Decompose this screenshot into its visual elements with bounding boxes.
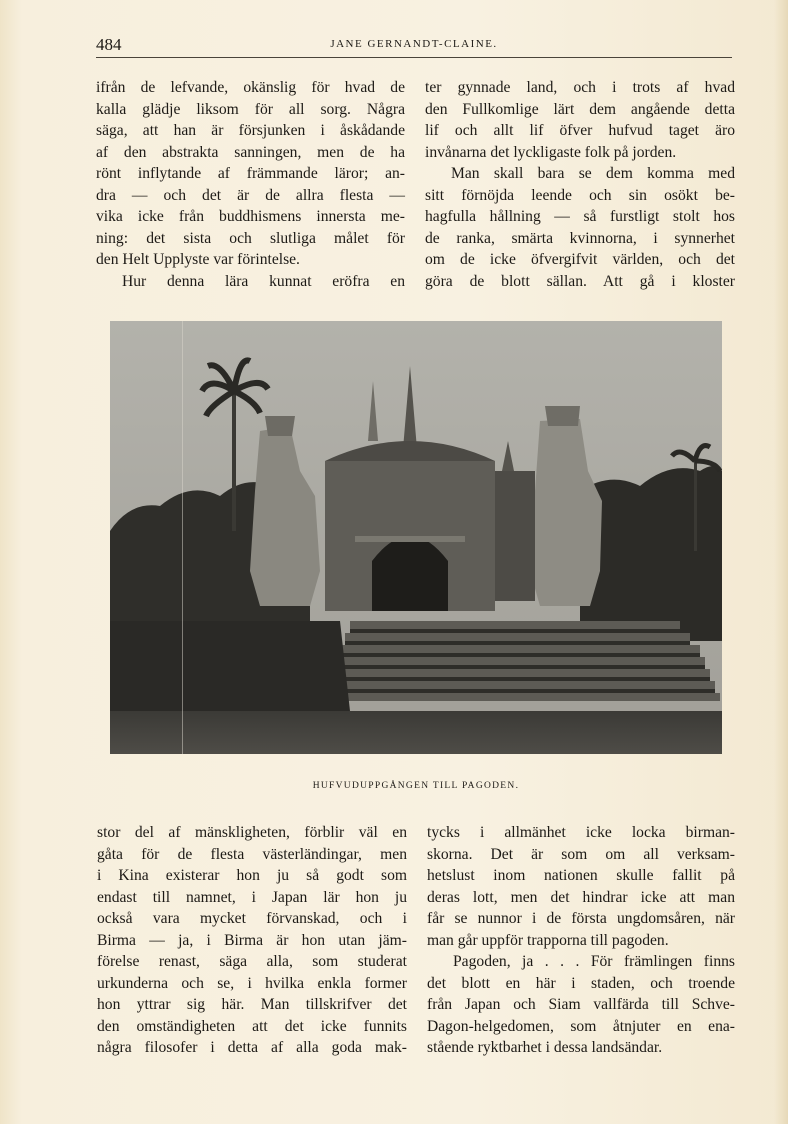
text-line: om de icke öfvergifvit världen, och det xyxy=(425,251,735,268)
text-line: af den abstrakta sanningen, men de ha xyxy=(96,143,405,161)
text-line: göra de blott sällan. Att gå i kloster xyxy=(425,272,735,290)
text-line: de ranka, smärta kvinnorna, i synnerhet xyxy=(425,229,735,247)
page-header xyxy=(96,33,732,58)
figure-caption: HUFVUDUPPGÅNGEN TILL PAGODEN. xyxy=(312,781,520,791)
text-line: vika icke från buddhismens innersta me- xyxy=(96,208,405,225)
text-line: i Kina existerar hon ju så godt som xyxy=(97,867,407,884)
text-line: hagfulla hållning — så furstligt stolt hos xyxy=(425,208,735,225)
text-line: Man skall bara se dem komma med xyxy=(451,165,735,182)
text-line: den omständigheten att det icke funnits xyxy=(97,1017,407,1035)
text-column-top-right xyxy=(425,77,735,292)
text-line: Pagoden, ja . . . För främlingen finns xyxy=(453,953,735,970)
text-line: stor del af mänskligheten, förblir väl en xyxy=(97,824,407,841)
page-number: 484 xyxy=(96,35,122,54)
text-line: stående ryktbarhet i dessa landsändar. xyxy=(427,1039,663,1056)
text-line: lif och allt lif öfver hufvud taget äro xyxy=(425,122,735,139)
text-line: ter gynnade land, och i trots af hvad xyxy=(425,79,735,96)
text-line: sitt förnöjda leende och sin osökt be- xyxy=(425,186,735,204)
text-line: ifrån de lefvande, okänslig för hvad de xyxy=(96,79,405,96)
text-line: från Japan och Siam vallfärda till Schve- xyxy=(427,996,735,1013)
text-line: man går uppför trapporna till pagoden. xyxy=(427,931,669,949)
text-line: hon yttrar sig här. Man tillskrifver det xyxy=(97,996,407,1013)
text-line: endast till namnet, i Japan lär hon ju xyxy=(97,888,407,906)
text-line: Hur denna lära kunnat eröfra en xyxy=(122,272,405,290)
text-line: Birma — ja, i Birma är hon utan jäm- xyxy=(97,931,407,949)
text-line: dra — och det är de allra flesta — xyxy=(96,186,405,204)
text-line: kalla glädje liksom för all sorg. Några xyxy=(96,100,405,118)
text-line: också vara mycket förvanskad, och i xyxy=(97,910,407,927)
text-line: får se nunnor i de första ungdomsåren, när xyxy=(427,910,735,927)
text-line: några filosofer i detta af alla goda mak- xyxy=(97,1039,407,1056)
text-line: ning: det sista och slutliga målet för xyxy=(96,229,405,247)
text-line: det blott en här i staden, och troende xyxy=(427,974,735,992)
text-line: tycks i allmänhet icke locka birman- xyxy=(427,824,735,841)
running-title: JANE GERNANDT-CLAINE. xyxy=(330,38,498,50)
page-edge xyxy=(774,0,788,1124)
text-column-bottom-right xyxy=(427,822,735,1059)
text-line: hetslust inom nationen skulle fallit på xyxy=(427,867,735,884)
text-line: förelse renast, säga alla, som studerat xyxy=(97,953,407,970)
text-line: gåta för de flesta västerländingar, men xyxy=(97,845,407,863)
text-line: deras lott, men det hindrar icke att man xyxy=(427,888,735,906)
text-column-bottom-left xyxy=(97,822,407,1059)
text-line: den Fullkomlige lärt dem angående detta xyxy=(425,100,735,118)
text-line: den Helt Upplyste var förintelse. xyxy=(96,251,300,268)
text-line: invånarna det lyckligaste folk på jorden. xyxy=(425,143,677,161)
text-line: säga, att han är försjunken i åskådande xyxy=(96,122,405,139)
text-column-top-left xyxy=(96,77,405,292)
pagoda-gateway-photo xyxy=(110,321,722,754)
photo-illustration xyxy=(110,321,722,754)
text-line: rönt inflytande af främmande läror; an- xyxy=(96,165,405,182)
text-line: urkunderna och se, i hvilka enkla former xyxy=(97,974,407,992)
text-line: skorna. Det är som om all verksam- xyxy=(427,845,735,863)
text-line: Dagon-helgedomen, som åtnjuter en ena- xyxy=(427,1017,735,1035)
